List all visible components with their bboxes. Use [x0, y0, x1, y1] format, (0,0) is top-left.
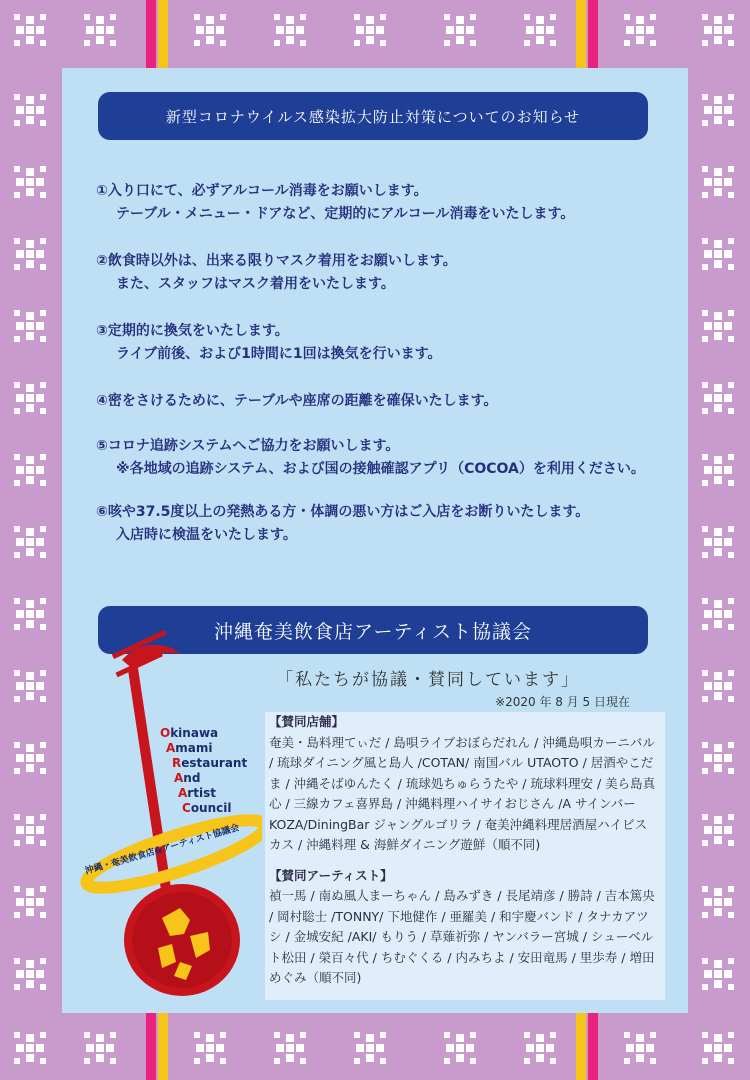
notice-line: ⑤コロナ追跡システムへご協力をお願いします。	[96, 438, 400, 454]
border-motif	[14, 166, 46, 198]
border-motif	[194, 1032, 226, 1064]
logo-line: Amami	[166, 741, 213, 755]
notice-item	[96, 250, 688, 296]
border-motif	[354, 1032, 386, 1064]
border-motif	[524, 14, 556, 46]
border-motif	[702, 670, 734, 702]
border-motif	[14, 382, 46, 414]
border-motif	[702, 94, 734, 126]
border-motif	[354, 14, 386, 46]
logo-line: Artist	[178, 786, 216, 800]
border-motif	[444, 1032, 476, 1064]
border-motif	[702, 958, 734, 990]
supporter-list	[265, 712, 665, 1000]
border-motif	[524, 1032, 556, 1064]
border-motif	[702, 14, 734, 46]
border-motif	[14, 14, 46, 46]
border-motif	[702, 166, 734, 198]
border-motif	[624, 1032, 656, 1064]
council-banner: 沖縄奄美飲食店アーティスト協議会	[98, 606, 648, 654]
logo-line: And	[174, 771, 201, 785]
artists-list: 禎一馬 / 南ぬ風人まーちゃん / 島みずき / 長尾靖彦 / 勝詩 / 吉本篤央 / 岡村聡士 /TONNY/ 下地健作 / 亜羅美 / 和宇慶バンド / タナカアツシ / 金城安紀 /AKI/ もりう / 草薙祈弥 / ヤンバラー宮城 / シューベルト松田 / 榮百々代 / ちむぐくる / 内みちよ / 安田竜馬 / 里歩寿 / 増田めぐみ（順不同)	[269, 888, 655, 985]
support-title: 「私たちが協議・賛同しています」	[276, 670, 580, 690]
ring-text: 沖縄・奄美飲食店&アーティスト協議会	[84, 823, 241, 877]
notice-line: ④密をさけるために、テーブルや座席の距離を確保いたします。	[96, 393, 498, 409]
border-motif	[14, 670, 46, 702]
notice-item	[96, 180, 688, 226]
notice-item	[96, 390, 688, 413]
date-note: ※2020 年 8 月 5 日現在	[495, 695, 630, 709]
border-motif	[274, 14, 306, 46]
notice-subline: テーブル・メニュー・ドアなど、定期的にアルコール消毒をいたします。	[116, 206, 575, 222]
border-motif	[194, 14, 226, 46]
border-motif	[84, 14, 116, 46]
stores-list: 奄美・島料理てぃだ / 島唄ライブおぼらだれん / 沖縄島唄カーニバル / 琉球ダイニング風と島人 /COTAN/ 南国バル UTAOTO / 居酒やこだま / 沖縄そばゆんたく / 琉球処ちゅらうたや / 琉球料理安 / 美ら島真心 / 三線カフェ喜界島 / 沖縄料理ハイサイおじさん /A サインバー KOZA/DiningBar ジャングルゴリラ / 奄美沖縄料理居酒屋ハイビスカス / 沖縄料理 & 海鮮ダイニング遊鮮（順不同)	[269, 734, 656, 852]
notice-item	[96, 320, 688, 366]
notice-item	[96, 501, 688, 547]
border-motif	[444, 14, 476, 46]
artists-heading: 【賛同アーティスト】	[269, 867, 393, 883]
top-banner: 新型コロナウイルス感染拡大防止対策についてのお知らせ	[98, 92, 648, 140]
border-motif	[14, 310, 46, 342]
notice-item	[96, 435, 688, 481]
border-motif	[624, 14, 656, 46]
border-motif	[14, 598, 46, 630]
border-motif	[702, 454, 734, 486]
border-motif	[14, 454, 46, 486]
logo-line: Council	[182, 801, 232, 815]
council-logo-text	[160, 726, 247, 816]
border-motif	[702, 1032, 734, 1064]
notice-line: ③定期的に換気をいたします。	[96, 323, 289, 339]
stores-heading: 【賛同店舗】	[269, 714, 345, 729]
border-motif	[702, 310, 734, 342]
border-motif	[14, 1032, 46, 1064]
border-motif	[702, 742, 734, 774]
border-motif	[14, 742, 46, 774]
notice-subline: 入店時に検温をいたします。	[116, 527, 297, 543]
notice-subline: ライブ前後、および1時間に1回は換気を行います。	[116, 346, 442, 362]
border-motif	[84, 1032, 116, 1064]
notice-line: ①入り口にて、必ずアルコール消毒をお願いします。	[96, 183, 428, 199]
border-motif	[274, 1032, 306, 1064]
border-motif	[14, 886, 46, 918]
border-motif	[14, 94, 46, 126]
notice-line: ⑥咳や37.5度以上の発熱ある方・体調の悪い方はご入店をお断りいたします。	[96, 504, 590, 520]
border-motif	[14, 526, 46, 558]
notice-line: ②飲食時以外は、出来る限りマスク着用をお願いします。	[96, 253, 457, 269]
border-motif	[14, 958, 46, 990]
notice-subline: ※各地域の追跡システム、および国の接触確認アプリ（COCOA）を利用ください。	[116, 461, 645, 477]
border-motif	[702, 814, 734, 846]
notice-subline: また、スタッフはマスク着用をいたします。	[116, 276, 395, 292]
border-motif	[14, 238, 46, 270]
border-motif	[702, 238, 734, 270]
logo-line: Okinawa	[160, 726, 219, 740]
border-motif	[702, 382, 734, 414]
border-motif	[702, 598, 734, 630]
logo-line: Restaurant	[172, 756, 248, 770]
border-motif	[702, 886, 734, 918]
border-motif	[14, 814, 46, 846]
border-motif	[702, 526, 734, 558]
notice-list	[96, 180, 688, 571]
